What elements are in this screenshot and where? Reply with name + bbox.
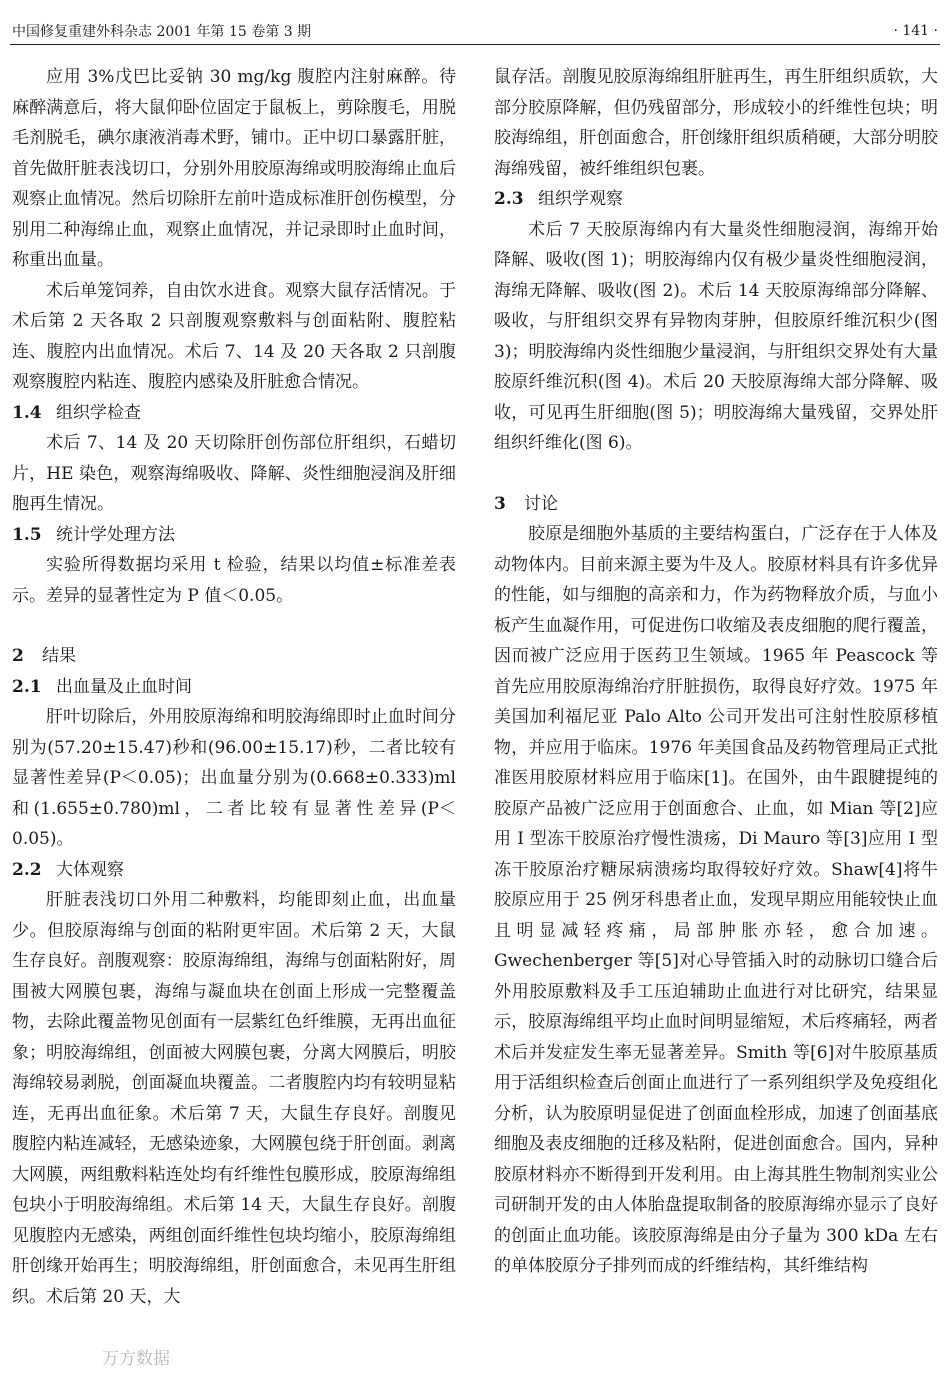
paragraph: 实验所得数据均采用 t 检验，结果以均值±标准差表示。差异的显著性定为 P 值＜0.05。 <box>12 555 456 606</box>
section-heading: 1.5 统计学处理方法 <box>12 524 175 545</box>
header-rule <box>10 44 940 45</box>
page-number: · 141 · <box>893 23 938 39</box>
paragraph: 术后单笼饲养，自由饮水进食。观察大鼠存活情况。于术后第 2 天各取 2 只剖腹观察敷料与创面粘附、腹腔粘连、腹腔内出血情况。术后 7、14 及 20 天各取 2 只剖腹观察腹腔内粘连、腹腔内感染及肝脏愈合情况。 <box>12 280 456 392</box>
section-heading: 3 讨论 <box>494 493 558 514</box>
section-heading: 2 结果 <box>12 646 76 666</box>
section-heading: 1.4 组织学检查 <box>12 402 141 423</box>
paragraph: 术后 7 天胶原海绵内有大量炎性细胞浸润，海绵开始降解、吸收(图 1)；明胶海绵内仅有极少量炎性细胞浸润，海绵无降解、吸收(图 2)。术后 14 天胶原海绵部分降解、吸收，与肝组织交界有异物肉芽肿，但胶原纤维沉积少(图 3)；明胶海绵内炎性细胞少量浸润，与肝组织交界处有大量胶原纤维沉积(图 4)。术后 20 天胶原海绵大部分降解、吸收，可见再生肝细胞(图 5)；明胶海绵大量残留，交界处肝组织纤维化(图 6)。 <box>494 219 938 453</box>
paragraph: 胶原是细胞外基质的主要结构蛋白，广泛存在于人体及动物体内。目前来源主要为牛及人。胶原材料具有许多优异的性能，如与细胞的高亲和力，作为药物释放介质，与血小板产生血凝作用，可促进伤口收缩及表皮细胞的爬行覆盖，因而被广泛应用于医药卫生领域。1965 年 Peascock 等首先应用胶原海绵治疗肝脏损伤，取得良好疗效。1975 年美国加利福尼亚 Palo Alto 公司开发出可注射性胶原移植物，并应用于临床。1976 年美国食品及药物管理局正式批准医用胶原材料应用于临床[1]。在国外，由牛跟腱提纯的胶原产品被广泛应用于创面愈合、止血，如 Mian 等[2]应用 I 型冻干胶原治疗慢性溃疡，Di Mauro 等[3]应用 I 型冻干胶原治疗糖尿病溃疡均取得较好疗效。Shaw[4]将牛胶原应用于 25 例牙科患者止血，发现早期应用能较快止血且明显减轻疼痛，局部肿胀亦轻，愈合加速。Gwechenberger 等[5]对心导管插入时的动脉切口缝合后外用胶原敷料及手工压迫辅助止血进行对比研究，结果显示，胶原海绵组平均止血时间明显缩短，术后疼痛轻，两者术后并发症发生率无显著差异。Smith 等[6]对牛胶原基质用于活组织检查后创面止血进行了一系列组织学及免疫组化分析，认为胶原明显促进了创面血栓形成，加速了创面基底细胞及表皮细胞的迁移及粘附，促进创面愈合。国内，异种胶原材料亦不断得到开发利用。由上海其胜生物制剂实业公司研制开发的由人体胎盘提取制备的胶原海绵亦显示了良好的创面止血功能。该胶原海绵是由分子量为 300 kDa 左右的单体胶原分子排列而成的纤维结构，其纤维结构 <box>494 524 938 1276</box>
section-heading: 2.2 大体观察 <box>12 859 124 880</box>
paragraph: 术后 7、14 及 20 天切除肝创伤部位肝组织，石蜡切片，HE 染色，观察海绵吸收、降解、炎性细胞浸润及肝细胞再生情况。 <box>12 433 456 514</box>
right-column <box>494 62 938 1282</box>
section-heading: 2.1 出血量及止血时间 <box>12 676 192 697</box>
paragraph: 肝脏表浅切口外用二种敷料，均能即刻止血，出血量少。但胶原海绵与创面的粘附更牢固。术后第 2 天，大鼠生存良好。剖腹观察：胶原海绵组，海绵与创面粘附好，周围被大网膜包裹，海绵与凝血块在创面上形成一完整覆盖物，去除此覆盖物见创面有一层紫红色纤维膜，无再出血征象；明胶海绵组，创面被大网膜包裹，分离大网膜后，明胶海绵较易剥脱，创面凝血块覆盖。二者腹腔内均有较明显粘连，无再出血征象。术后第 7 天，大鼠生存良好。剖腹见腹腔内粘连减轻，无感染迹象，大网膜包绕于肝创面。剥离大网膜，两组敷料粘连处均有纤维性包膜形成，胶原海绵组包块小于明胶海绵组。术后第 14 天，大鼠生存良好。剖腹见腹腔内无感染，两组创面纤维性包块均缩小，胶原海绵组肝创缘开始再生；明胶海绵组，肝创面愈合，未见再生肝组织。术后第 20 天，大 <box>12 890 456 1307</box>
running-header <box>12 20 938 42</box>
paragraph: 应用 3%戊巴比妥钠 30 mg/kg 腹腔内注射麻醉。待麻醉满意后，将大鼠仰卧位固定于鼠板上，剪除腹毛，用脱毛剂脱毛，碘尔康液消毒术野，铺巾。正中切口暴露肝脏，首先做肝脏表浅切口，分别外用胶原海绵或明胶海绵止血后观察止血情况。然后切除肝左前叶造成标准肝创伤模型，分别用二种海绵止血，观察止血情况，并记录即时止血时间，称重出血量。 <box>12 67 456 270</box>
section-heading: 2.3 组织学观察 <box>494 189 623 209</box>
left-column <box>12 62 456 1312</box>
paragraph: 肝叶切除后，外用胶原海绵和明胶海绵即时止血时间分别为(57.20±15.47)秒和(96.00±15.17)秒，二者比较有显著性差异(P＜0.05)；出血量分别为(0.668±0.333)ml 和(1.655±0.780)ml，二者比较有显著性差异(P＜0.05)。 <box>12 707 456 849</box>
journal-title: 中国修复重建外科杂志 2001 年第 15 卷第 3 期 <box>12 24 312 40</box>
watermark: 万方数据 <box>102 1349 170 1369</box>
paragraph: 鼠存活。剖腹见胶原海绵组肝脏再生，再生肝组织质软，大部分胶原降解，但仍残留部分，形成较小的纤维性包块；明胶海绵组，肝创面愈合，肝创缘肝组织质稍硬，大部分明胶海绵残留，被纤维组织包裹。 <box>494 67 938 179</box>
